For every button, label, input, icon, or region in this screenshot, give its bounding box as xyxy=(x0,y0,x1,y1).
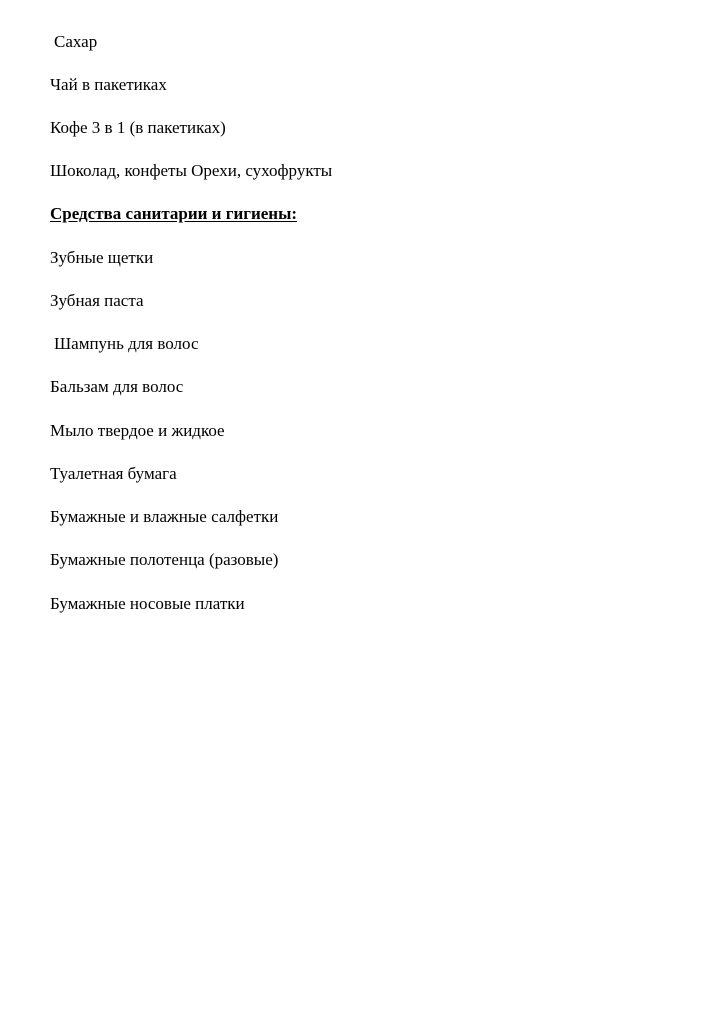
list-item-toilet-paper: Туалетная бумага xyxy=(50,464,177,483)
list-item-toothbrushes: Зубные щетки xyxy=(50,248,154,267)
list-item-coffee: Кофе 3 в 1 (в пакетиках) xyxy=(50,118,226,137)
list-item-toothpaste: Зубная паста xyxy=(50,291,144,310)
section-heading-hygiene: Средства санитарии и гигиены: xyxy=(50,204,298,223)
list-item-napkins: Бумажные и влажные салфетки xyxy=(50,507,279,526)
list-item-tissues: Бумажные носовые платки xyxy=(50,594,245,613)
list-item-soap: Мыло твердое и жидкое xyxy=(50,421,225,440)
list-item-conditioner: Бальзам для волос xyxy=(50,377,184,396)
list-item-shampoo: Шампунь для волос xyxy=(54,334,199,353)
list-item-sweets: Шоколад, конфеты Орехи, сухофрукты xyxy=(50,161,333,180)
list-item-sugar: Сахар xyxy=(54,32,98,51)
list-item-tea-bags: Чай в пакетиках xyxy=(50,75,167,94)
list-item-paper-towels: Бумажные полотенца (разовые) xyxy=(50,550,279,569)
